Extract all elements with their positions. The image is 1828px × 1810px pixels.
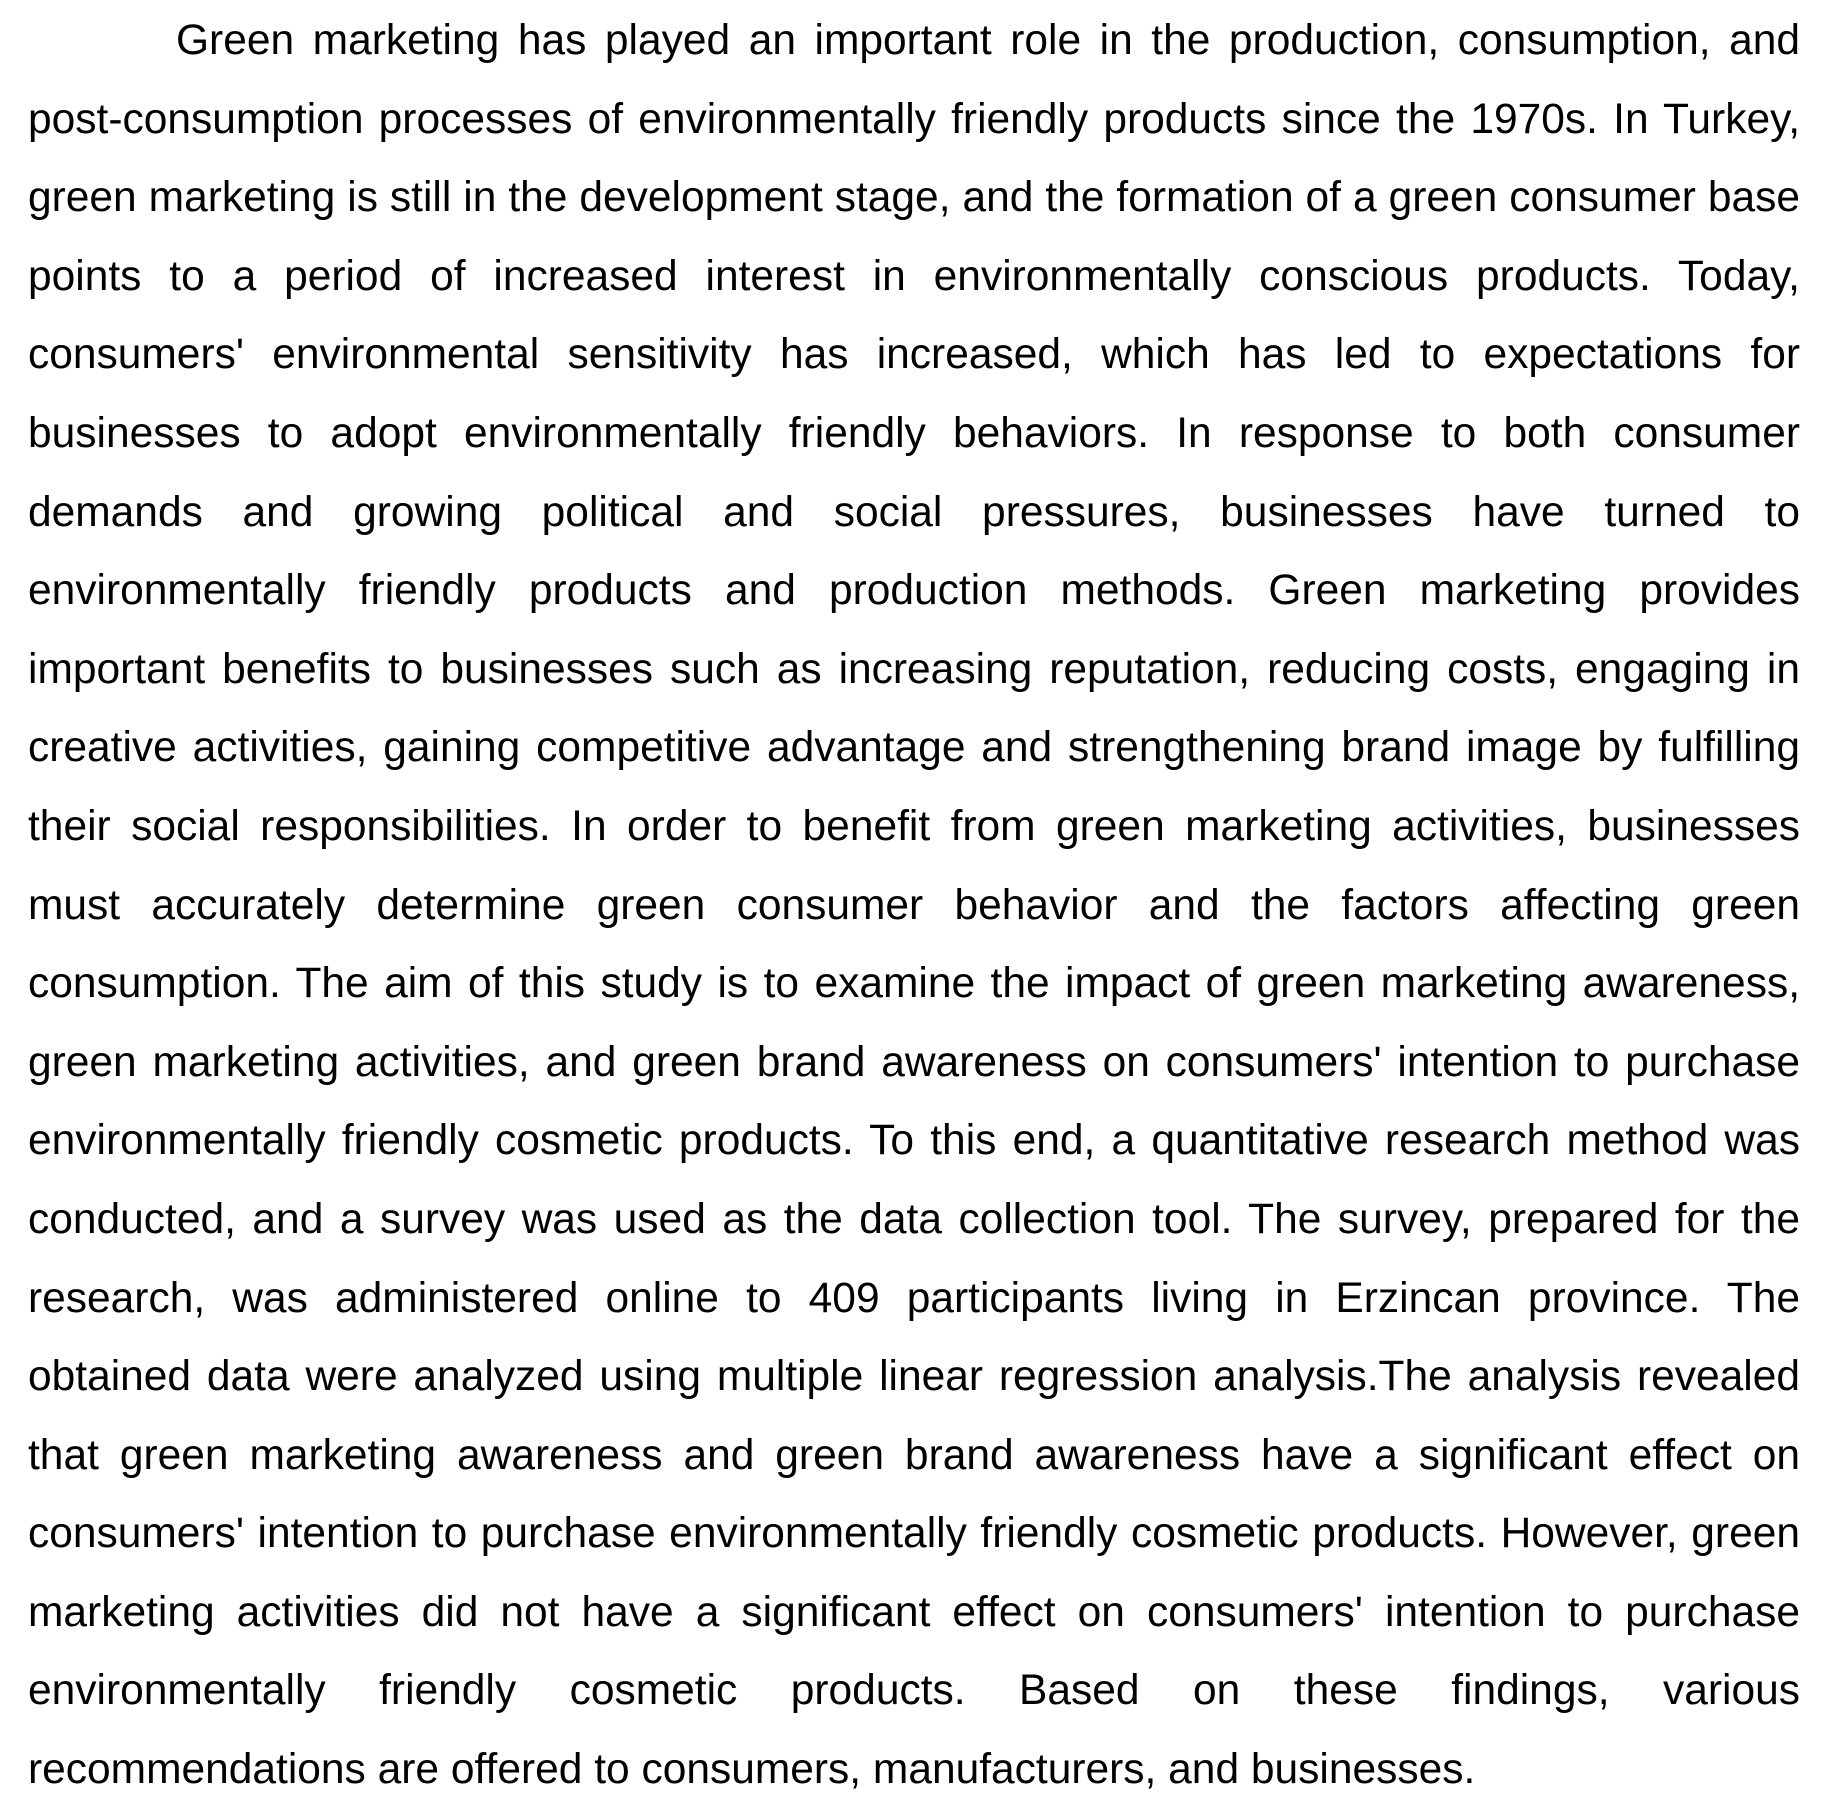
- abstract-paragraph: Green marketing has played an important role in the production, consumption, and post-consumption processes of environmentally friendly products since the 1970s. In Turkey, green marketing is still in the development stage, and the formation of a green consumer base points to a period of increased interest in environmentally conscious products. Today, consumers' environmental sensitivity has increased, which has led to expectations for businesses to adopt environmentally friendly behaviors. In response to both consumer demands and growing political and social pressures, businesses have turned to environmentally friendly products and production methods. Green marketing provides important benefits to businesses such as increasing reputation, reducing costs, engaging in creative activities, gaining competitive advantage and strengthening brand image by fulfilling their social responsibilities. In order to benefit from green marketing activities, businesses must accurately determine green consumer behavior and the factors affecting green consumption. The aim of this study is to examine the impact of green marketing awareness, green marketing activities, and green brand awareness on consumers' intention to purchase environmentally friendly cosmetic products. To this end, a quantitative research method was conducted, and a survey was used as the data collection tool. The survey, prepared for the research, was administered online to 409 participants living in Erzincan province. The obtained data were analyzed using multiple linear regression analysis.The analysis revealed that green marketing awareness and green brand awareness have a significant effect on consumers' intention to purchase environmentally friendly cosmetic products. However, green marketing activities did not have a significant effect on consumers' intention to purchase environmentally friendly cosmetic products. Based on these findings, various recommendations are offered to consumers, manufacturers, and businesses.: [28, 17, 1800, 1794]
- document-page: [28, 0, 1800, 1794]
